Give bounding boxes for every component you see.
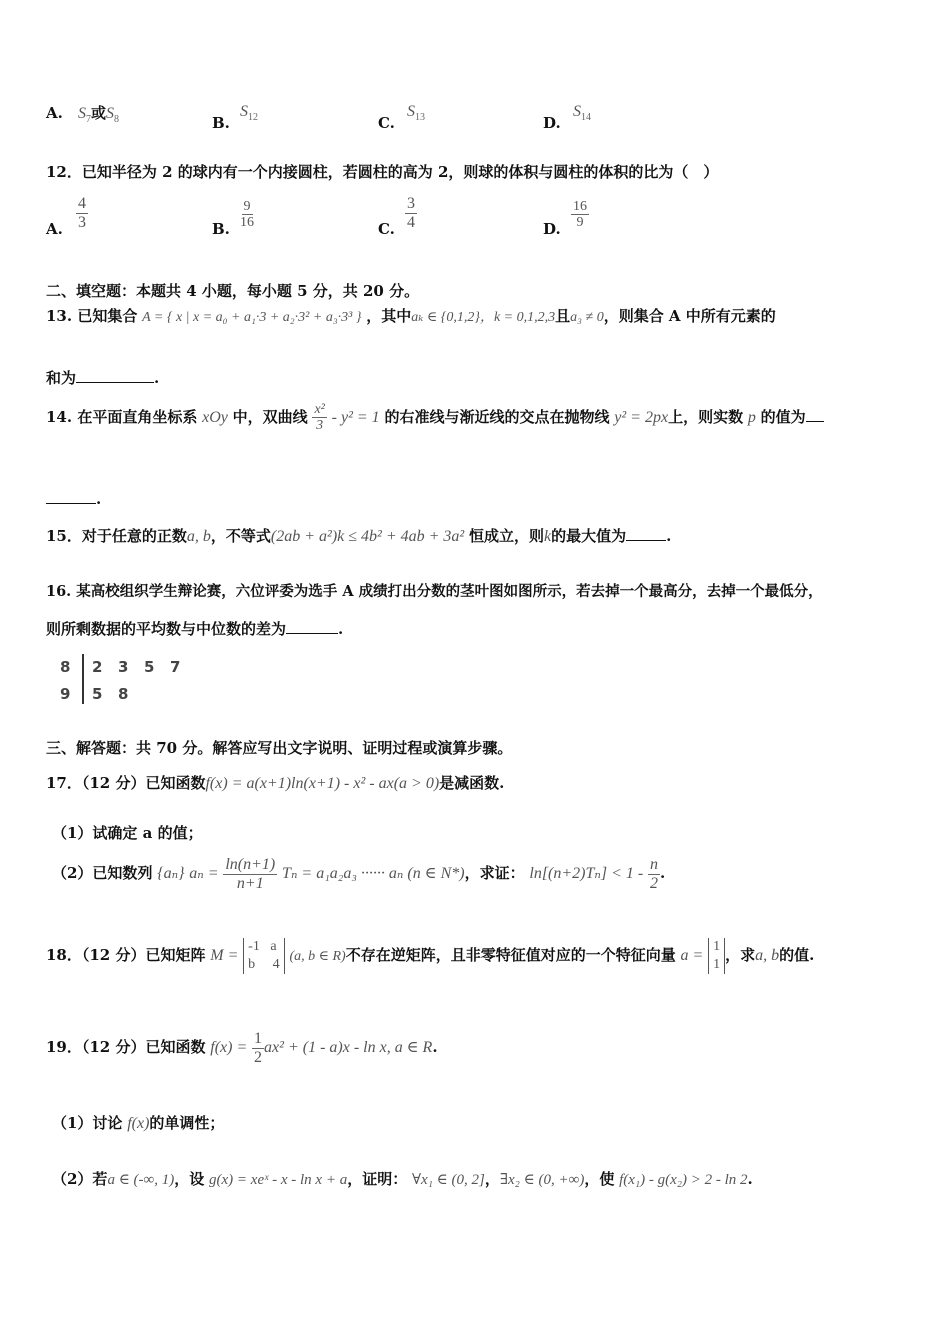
stem-9: 9 [60, 685, 71, 703]
q12-option-a: $\frac{4}{3}$ [78, 195, 86, 231]
q12-option-b-label: B. [212, 220, 230, 238]
q19-part1: （1）讨论 f(x)的单调性； [52, 1114, 225, 1132]
q14: 14. 在平面直角坐标系 xOy 中，双曲线 $\frac{\text{x²}}{3}$ - y² = 1 的右准线与渐近线的交点在抛物线 y² = 2px上，则实数 p 的值为 [46, 402, 916, 434]
q16-line1: 16. 某高校组织学生辩论赛，六位评委为选手 A 成绩打出分数的茎叶图如图所示，若去掉一个最高分，去掉一个最低分， [46, 583, 823, 600]
q12-option-a-label: A. [46, 220, 63, 238]
q14-answer-blank-start[interactable] [806, 421, 824, 422]
q18: 18．（12 分）已知矩阵 M = -1 a b 4 (a, b ∈ R)不存在逆矩阵，且非零特征值对应的一个特征向量 a = 1 1，求a, b的值. [46, 938, 814, 974]
q15: 15．对于任意的正数a, b，不等式(2ab + a²)k ≤ 4b² + 4ab + 3a² 恒成立，则k的最大值为 . [46, 527, 672, 545]
q11-options-row [46, 104, 63, 122]
leaf: 5 [92, 685, 103, 703]
q12-option-b: $\frac{9}{16}$ [240, 199, 254, 231]
q17-part2: （2）已知数列 {aₙ} aₙ = $\frac{\ln(n+1)}{n+1}$ Tₙ = a₁a₂a₃ ······ aₙ (n ∈ N*)，求证： ln[(n+2)Tₙ] < 1 - $\frac{n}{2}$ . [52, 856, 666, 892]
leaf: 5 [144, 658, 155, 676]
q12-option-c: $\frac{3}{4}$ [407, 195, 415, 231]
q16-answer-blank[interactable] [286, 633, 338, 634]
q11-option-b-label: B. [212, 114, 230, 132]
q11-option-a: $S_7$或$S_8$ [78, 104, 120, 125]
leaf: 8 [118, 685, 129, 703]
leaf: 7 [170, 658, 181, 676]
q13: 13. 已知集合 A = { x | x = a₀ + a₁·3 + a₂·3² + a₃·3³ } ，其中aₖ ∈ {0,1,2}，k = 0,1,2,3且a₃ ≠ 0，则集合 A 中所有元素的 [46, 307, 776, 325]
q13-answer-blank[interactable] [76, 382, 154, 383]
q11-option-d: $S_{14}$ [573, 103, 591, 123]
leaf: 3 [118, 658, 129, 676]
q14-answer-blank[interactable] [46, 503, 96, 504]
q12-option-c-label: C. [378, 220, 395, 238]
q12-option-d-label: D. [543, 220, 561, 238]
q17-part1: （1）试确定 a 的值； [52, 824, 203, 842]
q11-option-c: $S_{13}$ [407, 103, 425, 123]
q15-answer-blank[interactable] [626, 540, 666, 541]
stem-8: 8 [60, 658, 71, 676]
section3-title: 三、解答题：共 70 分。解答应写出文字说明、证明过程或演算步骤。 [46, 739, 513, 757]
q13-line2: 和为 . [46, 369, 160, 387]
q12-option-d: $\frac{16}{9}$ [573, 199, 587, 231]
q12-text: 12．已知半径为 2 的球内有一个内接圆柱，若圆柱的高为 2，则球的体积与圆柱的体积的比为（ ） [46, 163, 719, 181]
q11-option-a-label: A. [46, 104, 63, 122]
q14-line2: . [46, 490, 101, 508]
stem-leaf-divider [82, 654, 84, 704]
q11-option-b: $S_{12}$ [240, 103, 258, 123]
q11-option-d-label: D. [543, 114, 561, 132]
q16-line2: 则所剩数据的平均数与中位数的差为 . [46, 620, 344, 638]
q19-part2: （2）若a ∈ (-∞, 1)，设 g(x) = xeˣ - x - ln x + a，证明： ∀x₁ ∈ (0, 2]，∃x₂ ∈ (0, +∞)，使 f(x₁) - g(x₂) > 2 - ln 2. [52, 1170, 753, 1188]
section2-title: 二、填空题：本题共 4 小题，每小题 5 分，共 20 分。 [46, 282, 420, 300]
matrix-m: -1 a b 4 [243, 938, 285, 974]
vector-a: 1 1 [708, 938, 725, 974]
q17: 17．（12 分）已知函数f(x) = a(x+1)ln(x+1) - x² - ax(a > 0)是减函数. [46, 774, 505, 792]
leaf: 2 [92, 658, 103, 676]
q11-option-c-label: C. [378, 114, 395, 132]
q19: 19．（12 分）已知函数 f(x) = $\frac{1}{2}$ ax² + (1 - a)x - ln x, a ∈ R. [46, 1030, 438, 1066]
